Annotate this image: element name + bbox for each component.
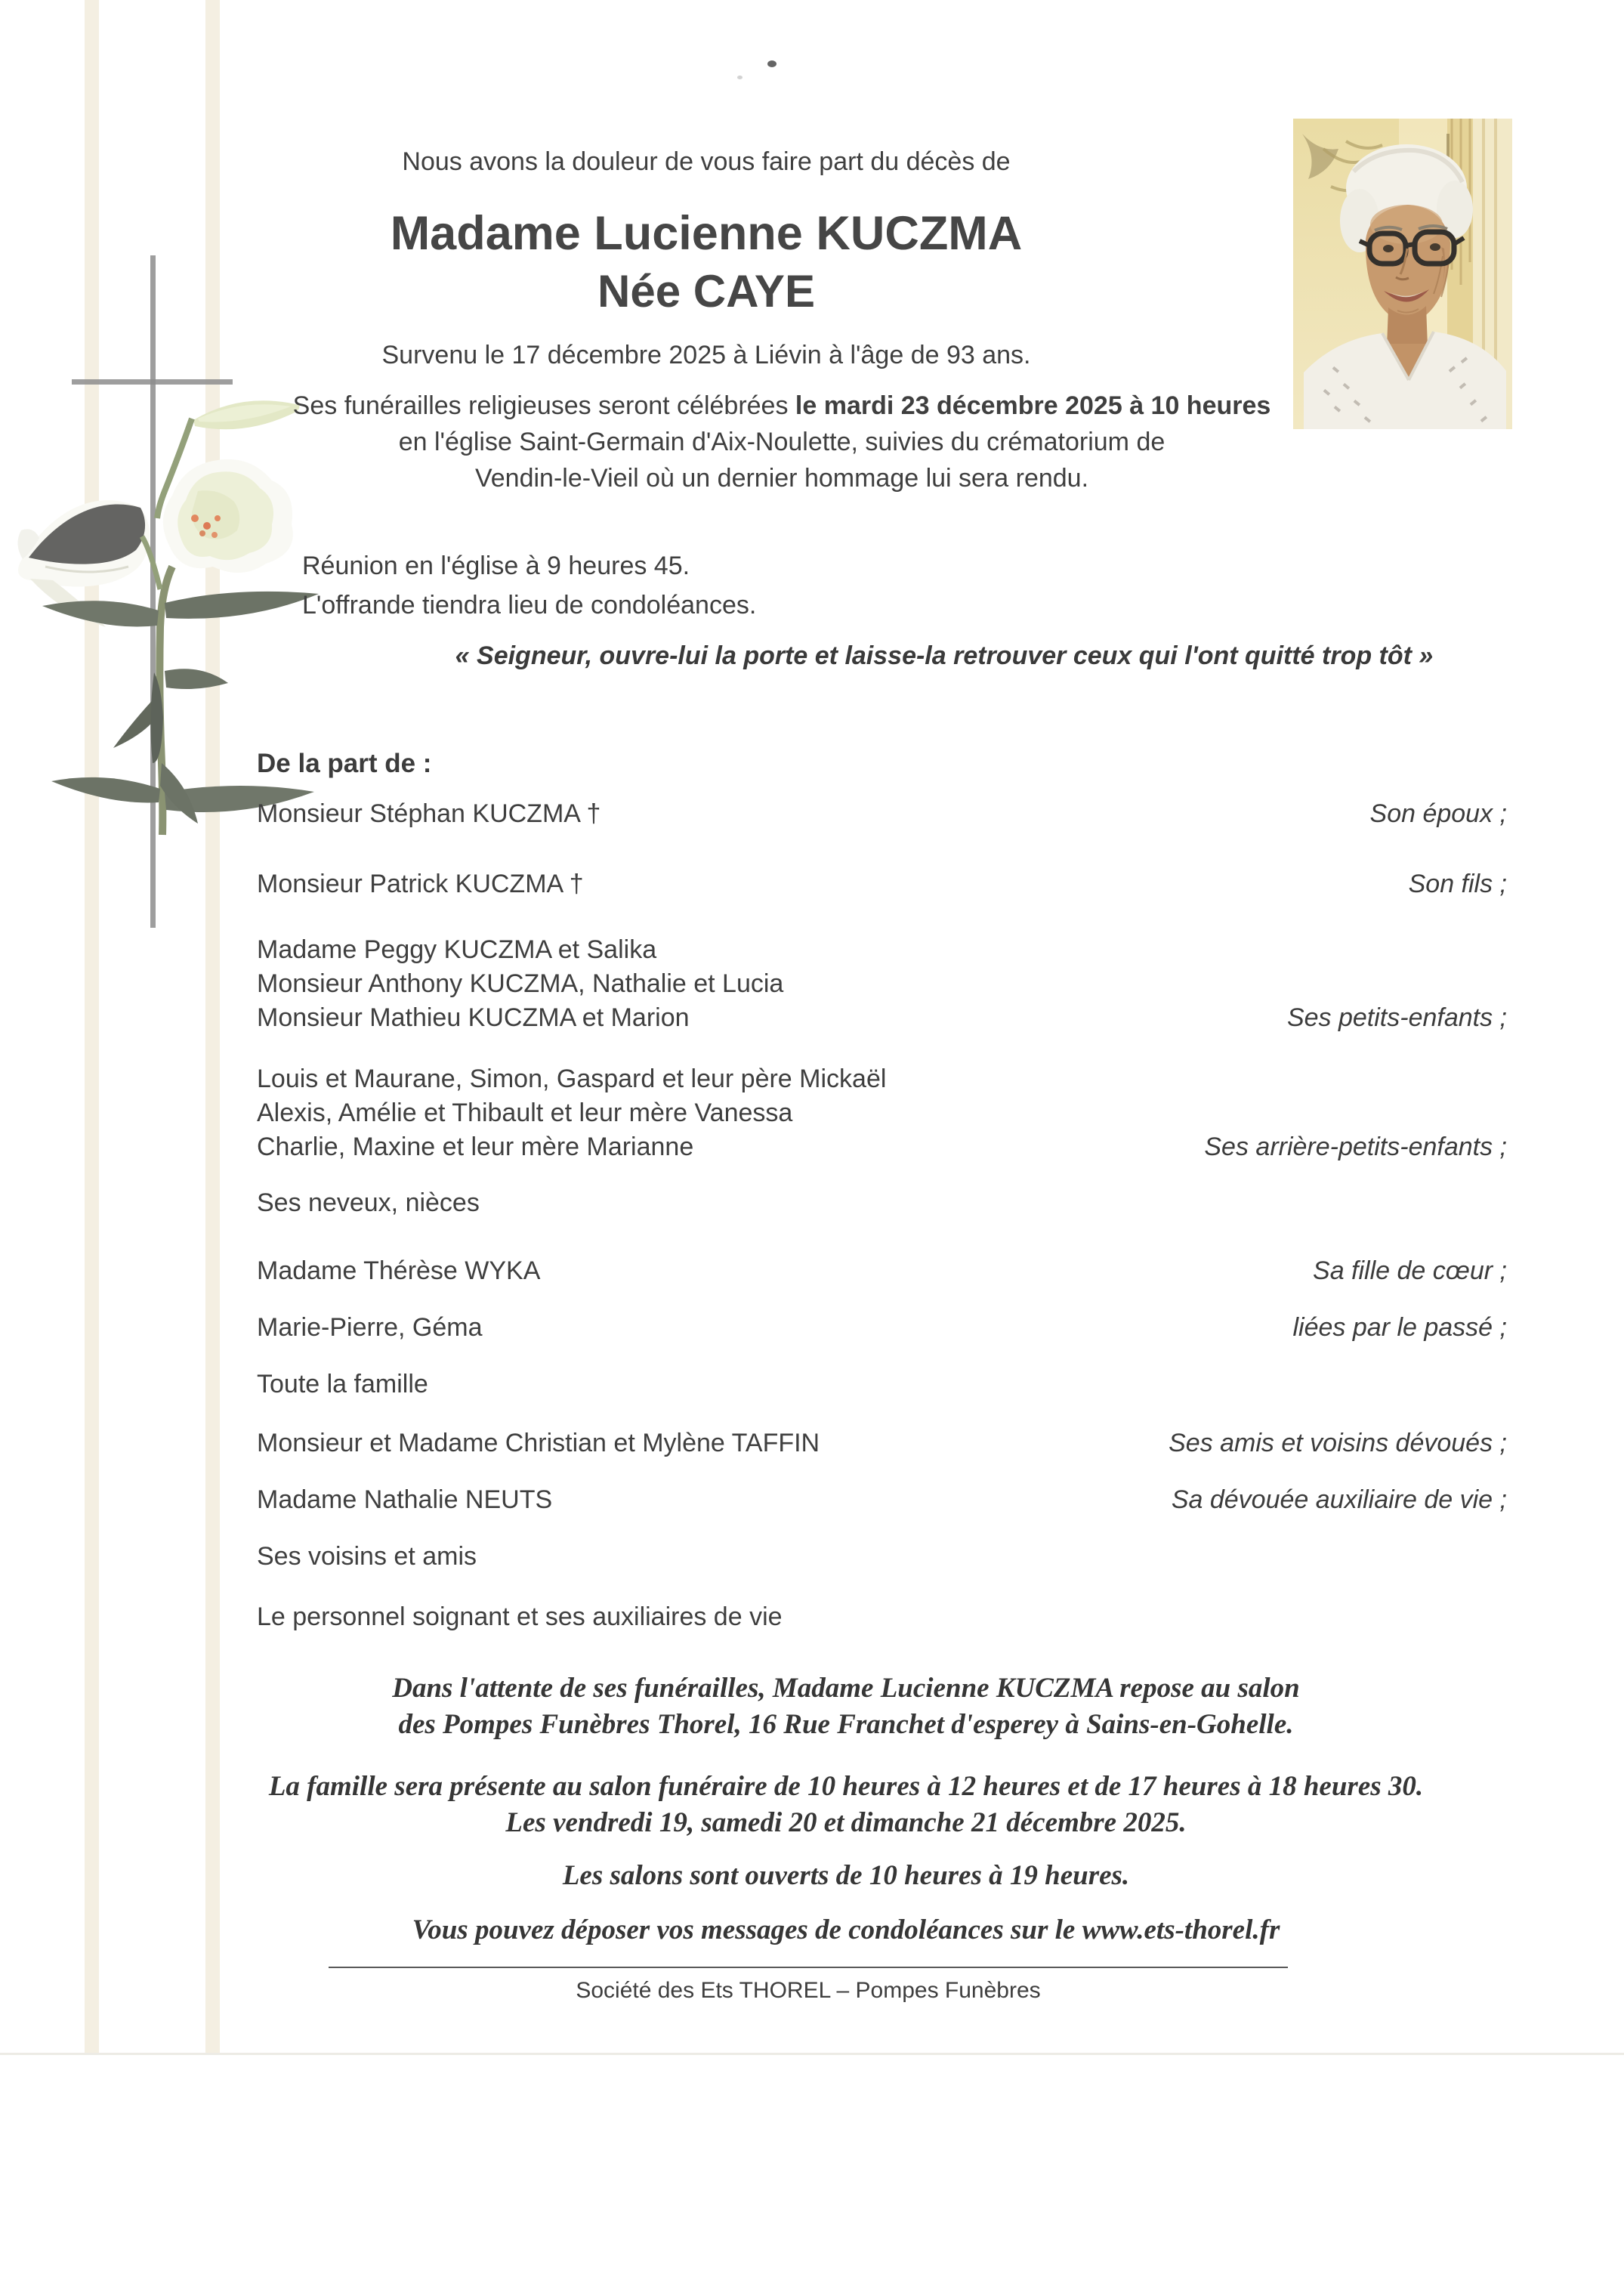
family-relation: Sa dévouée auxiliaire de vie ; bbox=[1171, 1485, 1507, 1514]
footer-company-line: Société des Ets THOREL – Pompes Funèbres bbox=[576, 1978, 1041, 2003]
family-name-line: Monsieur Stéphan KUCZMA † bbox=[257, 799, 601, 828]
family-name-line: Charlie, Maxine et leur mère Marianne bbox=[257, 1133, 694, 1161]
visiting-hours-line-2: Les vendredi 19, samedi 20 et dimanche 21 décembre 2025. bbox=[505, 1807, 1187, 1838]
death-date-line: Survenu le 17 décembre 2025 à Liévin à l'âge de 93 ans. bbox=[381, 341, 1031, 369]
family-name-line: Le personnel soignant et ses auxiliaires de vie bbox=[257, 1602, 783, 1631]
family-name-line: Toute la famille bbox=[257, 1370, 428, 1398]
family-name-line: Monsieur Patrick KUCZMA † bbox=[257, 870, 584, 898]
maiden-name: Née CAYE bbox=[597, 266, 815, 317]
family-name-line: Alexis, Amélie et Thibault et leur mère Vanessa bbox=[257, 1099, 793, 1127]
family-relation: Ses arrière-petits-enfants ; bbox=[1204, 1133, 1507, 1161]
family-relation: Ses petits-enfants ; bbox=[1286, 1003, 1507, 1032]
family-relation: Sa fille de cœur ; bbox=[1313, 1256, 1507, 1285]
left-cream-band bbox=[85, 0, 99, 2054]
scripture-quote: « Seigneur, ouvre-lui la porte et laisse-la retrouver ceux qui l'ont quitté trop tôt » bbox=[455, 641, 1434, 670]
condolences-website-line: Vous pouvez déposer vos messages de condoléances sur le www.ets-thorel.fr bbox=[412, 1914, 1280, 1945]
family-name-line: Ses neveux, nièces bbox=[257, 1188, 480, 1217]
visiting-hours-line-1: La famille sera présente au salon funéraire de 10 heures à 12 heures et de 17 heures à 18 heures 30. bbox=[268, 1771, 1424, 1802]
reunion-line: Réunion en l'église à 9 heures 45. bbox=[302, 552, 690, 580]
funeral-line-1-bold: le mardi 23 décembre 2025 à 10 heures bbox=[795, 391, 1271, 420]
family-name-line: Madame Peggy KUCZMA et Salika bbox=[257, 935, 657, 964]
family-name-line: Marie-Pierre, Géma bbox=[257, 1313, 483, 1342]
family-relation: Son époux ; bbox=[1369, 799, 1507, 828]
family-name-line: Monsieur Mathieu KUCZMA et Marion bbox=[257, 1003, 690, 1032]
family-name-line: Madame Thérèse WYKA bbox=[257, 1256, 541, 1285]
family-name-line: Ses voisins et amis bbox=[257, 1542, 477, 1571]
offering-line: L'offrande tiendra lieu de condoléances. bbox=[302, 591, 757, 620]
deceased-name: Madame Lucienne KUCZMA bbox=[390, 207, 1023, 260]
family-name-line: Madame Nathalie NEUTS bbox=[257, 1485, 553, 1514]
family-name-line: Louis et Maurane, Simon, Gaspard et leur père Mickaël bbox=[257, 1065, 887, 1093]
family-name-line: Monsieur Anthony KUCZMA, Nathalie et Lucia bbox=[257, 969, 784, 998]
scan-fold-line bbox=[0, 2053, 1624, 2055]
funeral-line-2: en l'église Saint-Germain d'Aix-Noulette, suivies du crématorium de bbox=[398, 428, 1166, 456]
funeral-line-1-regular: Ses funérailles religieuses seront célébrées bbox=[292, 391, 795, 420]
family-name-line: Monsieur et Madame Christian et Mylène TAFFIN bbox=[257, 1429, 820, 1457]
family-relation: liées par le passé ; bbox=[1292, 1313, 1507, 1342]
funeral-line-3: Vendin-le-Vieil où un dernier hommage lui sera rendu. bbox=[474, 464, 1089, 493]
repose-line-2: des Pompes Funèbres Thorel, 16 Rue Franchet d'esperey à Sains-en-Gohelle. bbox=[398, 1709, 1294, 1740]
from-heading: De la part de : bbox=[257, 749, 432, 778]
intro-line: Nous avons la douleur de vous faire part du décès de bbox=[402, 147, 1011, 176]
family-relation: Ses amis et voisins dévoués ; bbox=[1169, 1429, 1507, 1457]
closing-block bbox=[257, 0, 1435, 2040]
footer-divider bbox=[329, 1967, 1288, 1968]
family-relation: Son fils ; bbox=[1408, 870, 1507, 898]
repose-line-1: Dans l'attente de ses funérailles, Madame Lucienne KUCZMA repose au salon bbox=[392, 1673, 1300, 1704]
salon-hours-line: Les salons sont ouverts de 10 heures à 19 heures. bbox=[562, 1860, 1130, 1891]
